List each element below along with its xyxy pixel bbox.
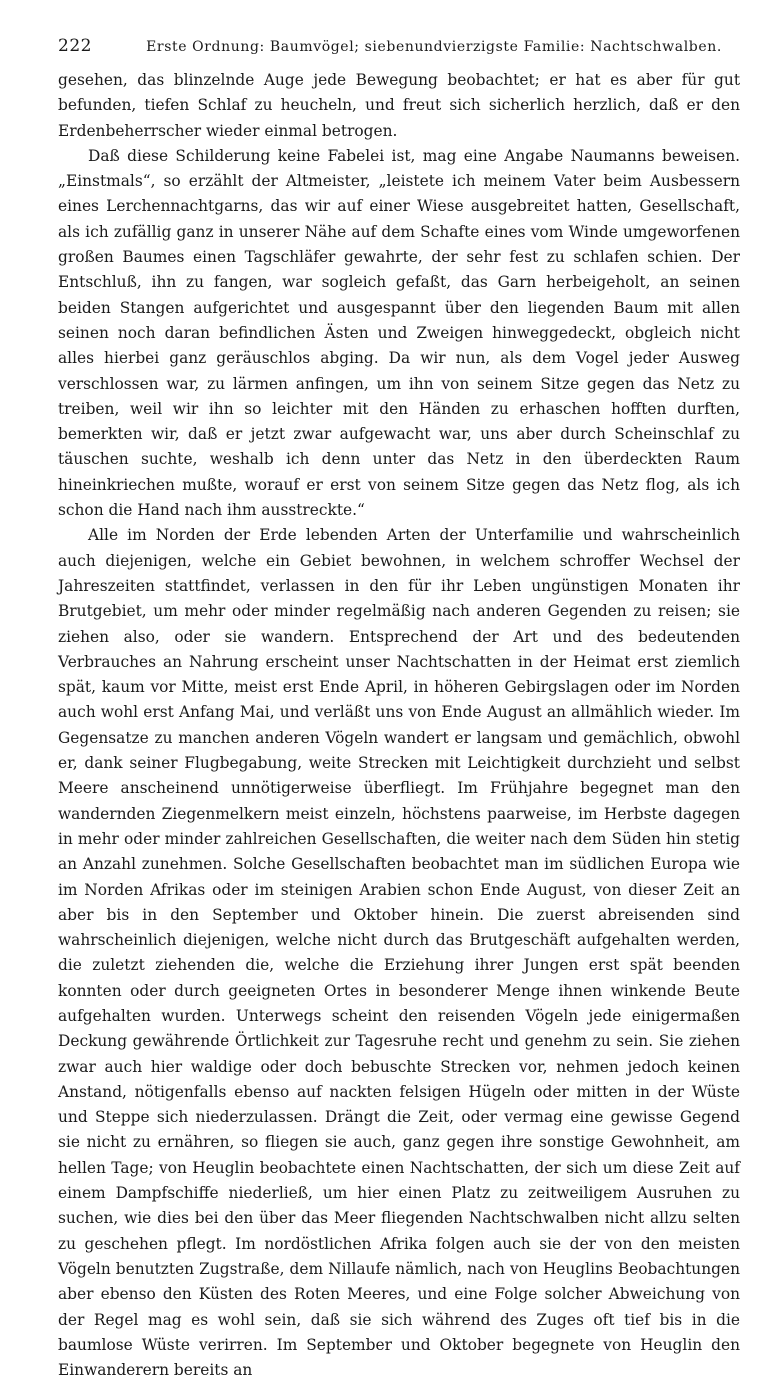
page-header	[58, 36, 740, 62]
paragraph-continuation: gesehen, das blinzelnde Auge jede Bewegung beobachtet; er hat es aber für gut befunden, tiefen Schlaf zu heucheln, und freut sich sicherlich herzlich, daß er den Erdenbeherrscher wieder einmal betrogen.	[58, 71, 740, 140]
paragraph-migration: Alle im Norden der Erde lebenden Arten der Unterfamilie und wahrscheinlich auch diejenigen, welche ein Gebiet bewohnen, in welchem schroffer Wechsel der Jahreszeiten stattfindet, verlassen in den für ihr Leben ungünstigen Monaten ihr Brutgebiet, um mehr oder minder regelmäßig nach anderen Gegenden zu reisen; sie ziehen also, oder sie wandern. Entsprechend der Art und des bedeutenden Verbrauches an Nahrung erscheint unser Nachtschatten in der Heimat erst ziemlich spät, kaum vor Mitte, meist erst Ende April, in höheren Gebirgslagen oder im Norden auch wohl erst Anfang Mai, und verläßt uns von Ende August an allmählich wieder. Im Gegensatze zu manchen anderen Vögeln wandert er langsam und gemächlich, obwohl er, dank seiner Flugbegabung, weite Strecken mit Leichtigkeit durchzieht und selbst Meere anscheinend unnötigerweise überfliegt. Im Frühjahre begegnet man den wandernden Ziegenmelkern meist einzeln, höchstens paarweise, im Herbste dagegen in mehr oder minder zahlreichen Gesellschaften, die weiter nach dem Süden hin stetig an Anzahl zunehmen. Solche Gesellschaften beobachtet man im südlichen Europa wie im Norden Afrikas oder im steinigen Arabien schon Ende August, von dieser Zeit an aber bis in den September und Oktober hinein. Die zuerst abreisenden sind wahrscheinlich diejenigen, welche nicht durch das Brutgeschäft aufgehalten werden, die zuletzt ziehenden die, welche die Erziehung ihrer Jungen erst spät beenden konnten oder durch geeigneten Ortes in besonderer Menge ihnen winkende Beute aufgehalten wurden. Unterwegs scheint den reisenden Vögeln jede einigermaßen Deckung gewährende Örtlichkeit zur Tagesruhe recht und genehm zu sein. Sie ziehen zwar auch hier waldige oder doch bebuschte Strecken vor, nehmen jedoch keinen Anstand, nötigenfalls ebenso auf nackten felsigen Hügeln oder mitten in der Wüste und Steppe sich niederzulassen. Drängt die Zeit, oder vermag eine gewisse Gegend sie nicht zu ernähren, so fliegen sie auch, ganz gegen ihre sonstige Gewohnheit, am hellen Tage; von Heuglin beobachtete einen Nachtschatten, der sich um diese Zeit auf einem Dampfschiffe niederließ, um hier einen Platz zu zeitweiligem Ausruhen zu suchen, wie dies bei den über das Meer fliegenden Nachtschwalben nicht allzu selten zu geschehen pflegt. Im nordöstlichen Afrika folgen auch sie der von den meisten Vögeln benutzten Zugstraße, dem Nillaufe nämlich, nach von Heuglins Beobachtungen aber ebenso den Küsten des Roten Meeres, und eine Folge solcher Abweichung von der Regel mag es wohl sein, daß sie sich während des Zuges oft tief bis in die baumlose Wüste verirren. Im September und Oktober begegnete von Heuglin den Einwanderern bereits an	[58, 526, 740, 1380]
page-number: 222	[58, 36, 92, 56]
paragraph-naumann-quote: Daß diese Schilderung keine Fabelei ist, mag eine Angabe Naumanns beweisen. „Einstmals“, so erzählt der Altmeister, „leistete ich meinem Vater beim Ausbessern eines Lerchennachtgarns, das wir auf einer Wiese ausgebreitet hatten, Gesellschaft, als ich zufällig ganz in unserer Nähe auf dem Schafte eines vom Winde umgeworfenen großen Baumes einen Tagschläfer gewahrte, der sehr fest zu schlafen schien. Der Entschluß, ihn zu fangen, war sogleich gefaßt, das Garn herbeigeholt, an seinen beiden Stangen aufgerichtet und ausgespannt über den liegenden Baum mit allen seinen noch daran befindlichen Ästen und Zweigen hinweggedeckt, obgleich nicht alles hierbei ganz geräuschlos abging. Da wir nun, als dem Vogel jeder Ausweg verschlossen war, zu lärmen anfingen, um ihn von seinem Sitze gegen das Netz zu treiben, weil wir ihn so leichter mit den Händen zu erhaschen hofften durften, bemerkten wir, daß er jetzt zwar aufgewacht war, uns aber durch Scheinschlaf zu täuschen suchte, weshalb ich denn unter das Netz in den überdeckten Raum hineinkriechen mußte, worauf er erst von seinem Sitze gegen das Netz flog, als ich schon die Hand nach ihm ausstreckte.“	[58, 146, 740, 520]
book-page	[58, 36, 740, 1383]
running-head: Erste Ordnung: Baumvögel; siebenundvierzigste Familie: Nachtschwalben.	[146, 39, 722, 55]
body-text	[58, 68, 740, 1383]
